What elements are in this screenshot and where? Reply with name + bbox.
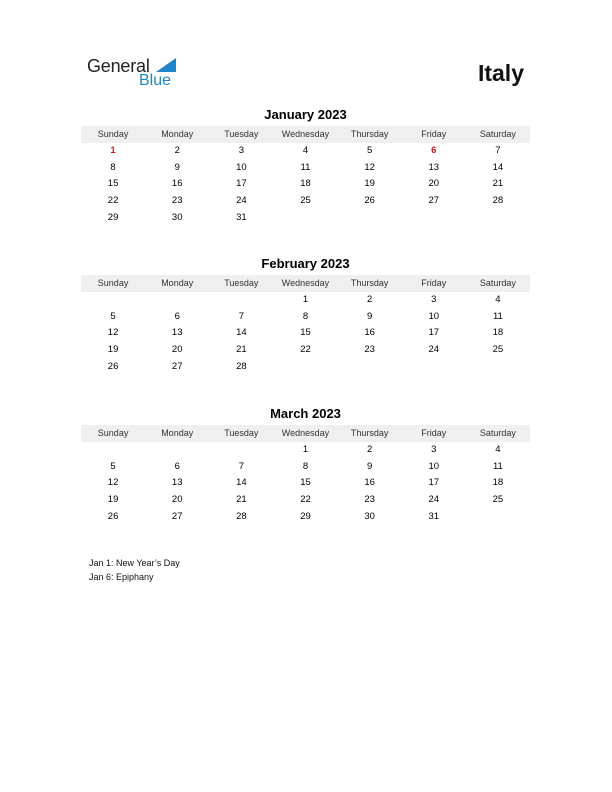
week-row — [81, 160, 530, 177]
logo-general-text: General — [87, 56, 150, 76]
month-march — [81, 405, 530, 525]
day-cell: 4 — [495, 444, 501, 455]
day-cell: 4 — [495, 294, 501, 305]
month-title: January 2023 — [264, 107, 347, 122]
day-cell: 12 — [107, 327, 119, 339]
logo-blue-text: Blue — [139, 72, 172, 89]
week-row — [81, 292, 530, 309]
weekday-label: Thursday — [350, 278, 389, 288]
weekday-label: Friday — [421, 428, 447, 438]
day-cell: 24 — [428, 344, 440, 356]
week-row — [81, 176, 530, 193]
day-cell: 3 — [238, 145, 244, 156]
day-cell: 12 — [107, 477, 119, 489]
week-row — [81, 143, 530, 160]
day-cell: 16 — [171, 178, 183, 190]
day-cell: 31 — [236, 211, 247, 223]
day-cell: 11 — [300, 161, 311, 173]
day-cell: 24 — [236, 195, 247, 207]
day-cell: 27 — [428, 195, 440, 207]
day-cell: 27 — [171, 360, 183, 372]
day-cell: 24 — [428, 494, 440, 506]
day-cell — [466, 210, 530, 227]
day-cell: 12 — [364, 161, 375, 173]
day-cell: 29 — [107, 211, 119, 223]
country-title: Italy — [477, 60, 524, 86]
day-cell: 15 — [300, 477, 311, 489]
day-cell: 19 — [364, 178, 375, 190]
weekday-label: Thursday — [350, 129, 389, 139]
day-cell: 29 — [300, 510, 311, 522]
week-row — [81, 459, 530, 476]
week-row — [81, 325, 530, 342]
day-cell: 22 — [300, 494, 311, 506]
day-cell: 21 — [236, 494, 247, 506]
day-cell: 21 — [492, 178, 504, 190]
day-cell: 17 — [236, 178, 247, 190]
day-cell: 20 — [428, 178, 440, 190]
day-cell: 27 — [171, 510, 183, 522]
week-row — [81, 442, 530, 459]
day-cell: 28 — [492, 195, 504, 207]
day-cell: 3 — [431, 444, 437, 455]
day-cell: 14 — [236, 327, 247, 339]
month-february — [81, 255, 530, 375]
weekday-label: Wednesday — [281, 129, 330, 139]
week-row — [81, 309, 530, 326]
weekday-label: Monday — [161, 278, 194, 288]
weekday-label: Friday — [421, 129, 447, 139]
day-cell: 5 — [110, 310, 116, 322]
day-cell: 19 — [107, 494, 119, 506]
day-cell — [145, 442, 209, 459]
day-cell: 28 — [236, 360, 247, 372]
day-cell: 9 — [174, 161, 180, 173]
day-cell: 28 — [236, 510, 247, 522]
day-cell: 1 — [302, 444, 309, 455]
day-cell: 18 — [492, 327, 504, 339]
day-cell: 18 — [300, 178, 311, 190]
day-cell — [209, 292, 273, 309]
week-row — [81, 509, 530, 526]
day-cell: 11 — [492, 310, 503, 322]
day-cell: 13 — [171, 327, 183, 339]
weekday-label: Sunday — [97, 129, 129, 139]
day-cell: 2 — [366, 294, 373, 305]
day-cell — [338, 210, 402, 227]
day-cell: 11 — [492, 460, 503, 472]
week-row — [81, 193, 530, 210]
weekday-label: Saturday — [479, 428, 516, 438]
day-cell: 22 — [107, 195, 119, 207]
day-cell — [466, 509, 530, 526]
day-cell: 13 — [428, 161, 440, 173]
weekday-label: Saturday — [479, 278, 516, 288]
month-title: February 2023 — [261, 256, 350, 271]
day-cell: 5 — [366, 145, 373, 156]
day-cell: 20 — [171, 344, 183, 356]
holiday-day-cell: 1 — [110, 145, 116, 156]
day-cell: 26 — [107, 360, 119, 372]
day-cell: 26 — [107, 510, 119, 522]
day-cell — [209, 442, 273, 459]
weekday-header — [81, 275, 530, 292]
day-cell — [402, 359, 466, 376]
weekday-header — [81, 425, 530, 442]
day-cell: 2 — [174, 145, 180, 156]
day-cell — [81, 442, 145, 459]
day-cell: 31 — [428, 510, 440, 522]
day-cell: 23 — [171, 195, 183, 207]
day-cell: 7 — [238, 460, 244, 472]
day-cell: 8 — [302, 310, 309, 322]
day-cell: 15 — [107, 178, 119, 190]
weekday-label: Thursday — [350, 428, 389, 438]
day-cell: 13 — [171, 477, 183, 489]
brand-logo — [87, 56, 187, 92]
weekday-label: Wednesday — [281, 278, 330, 288]
weekday-label: Saturday — [479, 129, 516, 139]
week-row — [81, 359, 530, 376]
holiday-note: Jan 6: Epiphany — [89, 572, 154, 582]
day-cell: 17 — [428, 327, 440, 339]
day-cell — [145, 292, 209, 309]
weekday-label: Wednesday — [281, 428, 330, 438]
day-cell: 26 — [364, 195, 375, 207]
day-cell: 21 — [236, 344, 247, 356]
day-cell: 3 — [431, 294, 437, 305]
day-cell: 19 — [107, 344, 119, 356]
weekday-label: Sunday — [97, 278, 129, 288]
day-cell: 20 — [171, 494, 183, 506]
day-cell: 6 — [174, 310, 180, 322]
weekday-label: Friday — [421, 278, 447, 288]
day-cell: 8 — [110, 161, 116, 173]
holiday-notes — [89, 556, 180, 584]
weekday-label: Tuesday — [224, 278, 259, 288]
day-cell: 23 — [364, 344, 375, 356]
day-cell: 5 — [110, 460, 116, 472]
day-cell: 25 — [492, 344, 504, 356]
day-cell: 16 — [364, 327, 375, 339]
day-cell: 1 — [302, 294, 309, 305]
weekday-label: Monday — [161, 428, 194, 438]
day-cell: 22 — [300, 344, 311, 356]
day-cell: 7 — [495, 145, 501, 156]
day-cell: 17 — [428, 477, 440, 489]
day-cell: 30 — [364, 510, 375, 522]
week-row — [81, 475, 530, 492]
day-cell: 4 — [302, 145, 309, 156]
month-title: March 2023 — [270, 406, 341, 421]
weekday-label: Monday — [161, 129, 194, 139]
holiday-day-cell: 6 — [431, 145, 437, 156]
holiday-note: Jan 1: New Year’s Day — [89, 558, 180, 568]
day-cell — [273, 359, 337, 376]
day-cell: 10 — [428, 460, 440, 472]
day-cell — [466, 359, 530, 376]
month-january — [81, 106, 530, 226]
week-row — [81, 210, 530, 227]
day-cell: 16 — [364, 477, 375, 489]
day-cell: 30 — [171, 211, 183, 223]
weekday-label: Tuesday — [224, 428, 259, 438]
day-cell: 10 — [428, 310, 440, 322]
day-cell: 6 — [174, 460, 180, 472]
weekday-header — [81, 126, 530, 143]
day-cell: 9 — [366, 460, 373, 472]
week-row — [81, 342, 530, 359]
day-cell: 9 — [366, 310, 373, 322]
day-cell: 2 — [366, 444, 373, 455]
week-row — [81, 492, 530, 509]
weekday-label: Tuesday — [224, 129, 259, 139]
day-cell: 18 — [492, 477, 504, 489]
day-cell: 8 — [302, 460, 309, 472]
day-cell — [273, 210, 337, 227]
day-cell — [402, 210, 466, 227]
logo-triangle-icon — [156, 58, 176, 72]
day-cell: 23 — [364, 494, 375, 506]
day-cell: 14 — [492, 161, 504, 173]
day-cell: 15 — [300, 327, 311, 339]
day-cell: 7 — [238, 310, 244, 322]
weekday-label: Sunday — [97, 428, 129, 438]
day-cell: 25 — [492, 494, 504, 506]
day-cell: 10 — [236, 161, 247, 173]
day-cell: 25 — [300, 195, 311, 207]
day-cell: 14 — [236, 477, 247, 489]
day-cell — [338, 359, 402, 376]
day-cell — [81, 292, 145, 309]
